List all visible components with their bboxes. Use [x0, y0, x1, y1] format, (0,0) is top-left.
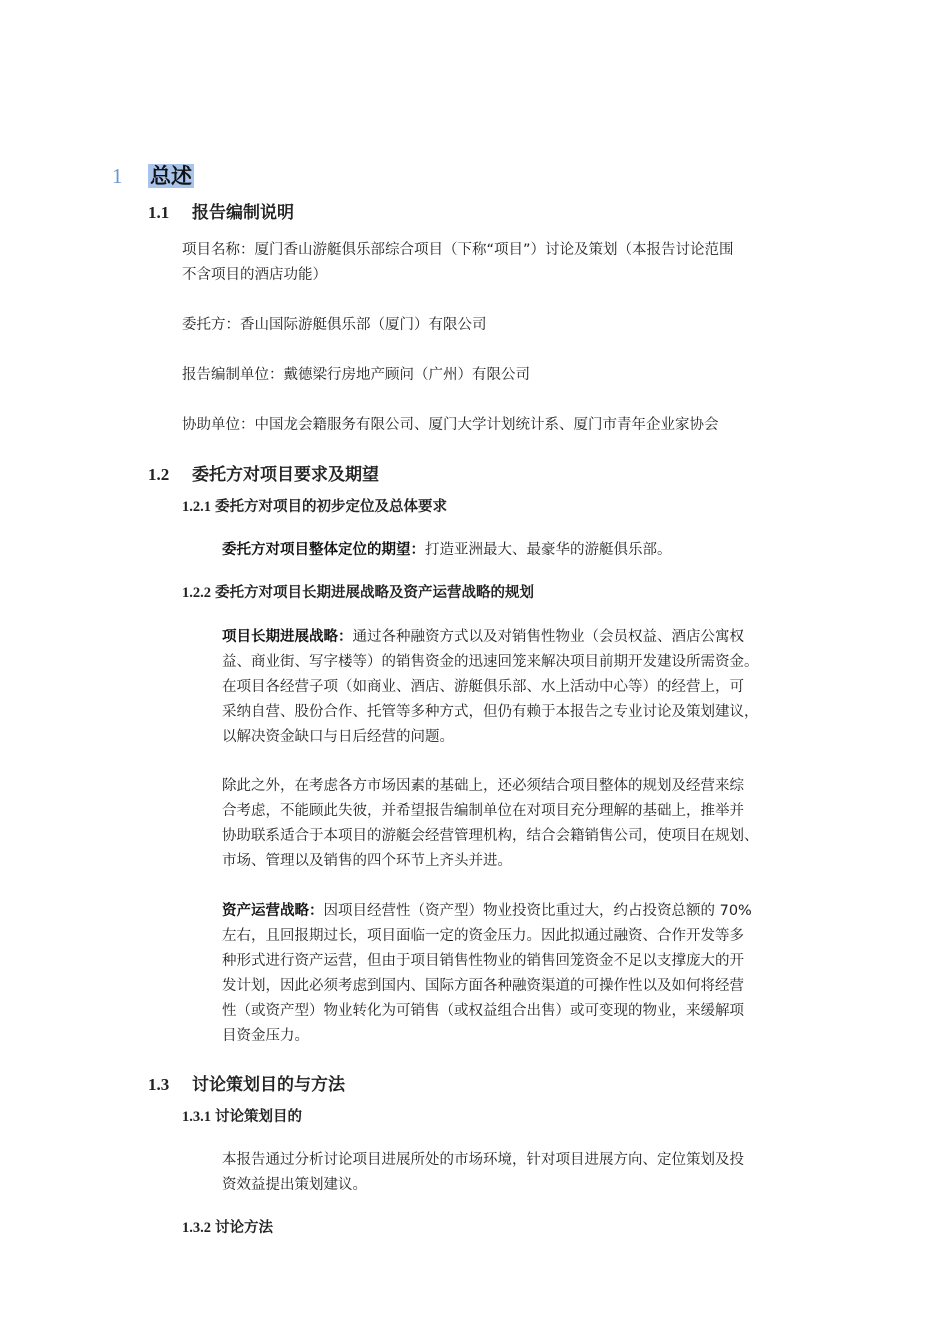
heading-1-number: 1: [112, 164, 123, 188]
text-line: 合考虑，不能顾此失彼，并希望报告编制单位在对项目充分理解的基础上，推举并: [222, 803, 744, 819]
text-line: 协助联系适合于本项目的游艇会经营管理机构，结合会籍销售公司，使项目在规划、: [222, 828, 759, 844]
text-line: 除此之外，在考虑各方市场因素的基础上，还必须结合项目整体的规划及经营来综: [222, 778, 744, 794]
compiler-paragraph: 报告编制单位：戴德梁行房地产顾问（广州）有限公司: [182, 367, 530, 383]
heading-1-2-2-number: 1.2.2: [182, 585, 211, 601]
text-line: 在项目各经营子项（如商业、酒店、游艇俱乐部、水上活动中心等）的经营上，可: [222, 679, 744, 695]
text-line: [222, 899, 850, 924]
heading-1-3-1-number: 1.3.1: [182, 1109, 211, 1125]
long-term-strategy-label: 项目长期进展战略：: [222, 629, 353, 645]
heading-1-3-title: 讨论策划目的与方法: [192, 1075, 345, 1095]
heading-1-2-1-number: 1.2.1: [182, 499, 211, 515]
heading-1-2-2-title: 委托方对项目长期进展战略及资产运营战略的规划: [215, 585, 534, 601]
text-line: 益、商业街、写字楼等）的销售资金的迅速回笼来解决项目前期开发建设所需资金。: [222, 654, 759, 670]
heading-1-3: [148, 1072, 345, 1098]
heading-1-3-1: [182, 1106, 302, 1128]
heading-1-3-2-number: 1.3.2: [182, 1220, 211, 1236]
heading-1-3-number: 1.3: [148, 1075, 170, 1094]
text-line: 采纳自营、股份合作、托管等多种方式，但仍有赖于本报告之专业讨论及策划建议，: [222, 704, 759, 720]
heading-1-2-1: [182, 496, 447, 518]
text-line: 市场、管理以及销售的四个环节上齐头并进。: [222, 853, 512, 869]
long-term-strategy-paragraph: [222, 625, 850, 750]
project-name-paragraph: [182, 238, 842, 288]
heading-1-3-2: [182, 1217, 273, 1239]
positioning-text: 打造亚洲最大、最豪华的游艇俱乐部。: [425, 542, 672, 558]
text-line: 种形式进行资产运营，但由于项目销售性物业的销售回笼资金不足以支撑庞大的开: [222, 953, 744, 969]
heading-1-1-number: 1.1: [148, 203, 170, 222]
purpose-paragraph: [222, 1148, 850, 1198]
heading-1-2-title: 委托方对项目要求及期望: [192, 465, 379, 485]
positioning-label: 委托方对项目整体定位的期望：: [222, 542, 425, 558]
heading-1-title: 总述: [150, 164, 192, 188]
text-line: 项目名称：厦门香山游艇俱乐部综合项目（下称“项目”）讨论及策划（本报告讨论范围: [182, 242, 734, 258]
asset-strategy-label: 资产运营战略：: [222, 903, 324, 919]
text-line: 性（或资产型）物业转化为可销售（或权益组合出售）或可变现的物业，来缓解项: [222, 1003, 744, 1019]
additional-paragraph: [222, 774, 850, 874]
heading-1: [112, 160, 194, 192]
text-line: 以解决资金缺口与日后经营的问题。: [222, 729, 454, 745]
heading-1-3-1-title: 讨论策划目的: [215, 1109, 302, 1125]
heading-1-2-number: 1.2: [148, 465, 170, 484]
asset-strategy-paragraph: [222, 899, 850, 1049]
text-span: 通过各种融资方式以及对销售性物业（会员权益、酒店公寓权: [352, 629, 744, 645]
heading-1-3-2-title: 讨论方法: [215, 1220, 273, 1236]
positioning-paragraph: [222, 538, 850, 563]
text-line: 本报告通过分析讨论项目进展所处的市场环境，针对项目进展方向、定位策划及投: [222, 1152, 744, 1168]
heading-1-2-2: [182, 582, 534, 604]
text-line: 左右，且回报期过长，项目面临一定的资金压力。因此拟通过融资、合作开发等多: [222, 928, 744, 944]
assist-paragraph: 协助单位：中国龙会籍服务有限公司、厦门大学计划统计系、厦门市青年企业家协会: [182, 417, 719, 433]
text-span: 因项目经营性（资产型）物业投资比重过大，约占投资总额的 70%: [323, 903, 752, 919]
text-line: [222, 625, 850, 650]
heading-1-2-1-title: 委托方对项目的初步定位及总体要求: [215, 499, 447, 515]
heading-1-1: [148, 200, 294, 226]
text-line: 不含项目的酒店功能）: [182, 267, 327, 283]
text-line: 目资金压力。: [222, 1028, 309, 1044]
text-line: 资效益提出策划建议。: [222, 1177, 367, 1193]
text-line: 发计划，因此必须考虑到国内、国际方面各种融资渠道的可操作性以及如何将经营: [222, 978, 744, 994]
heading-1-2: [148, 462, 379, 488]
client-paragraph: 委托方：香山国际游艇俱乐部（厦门）有限公司: [182, 317, 487, 333]
heading-1-1-title: 报告编制说明: [192, 203, 294, 223]
